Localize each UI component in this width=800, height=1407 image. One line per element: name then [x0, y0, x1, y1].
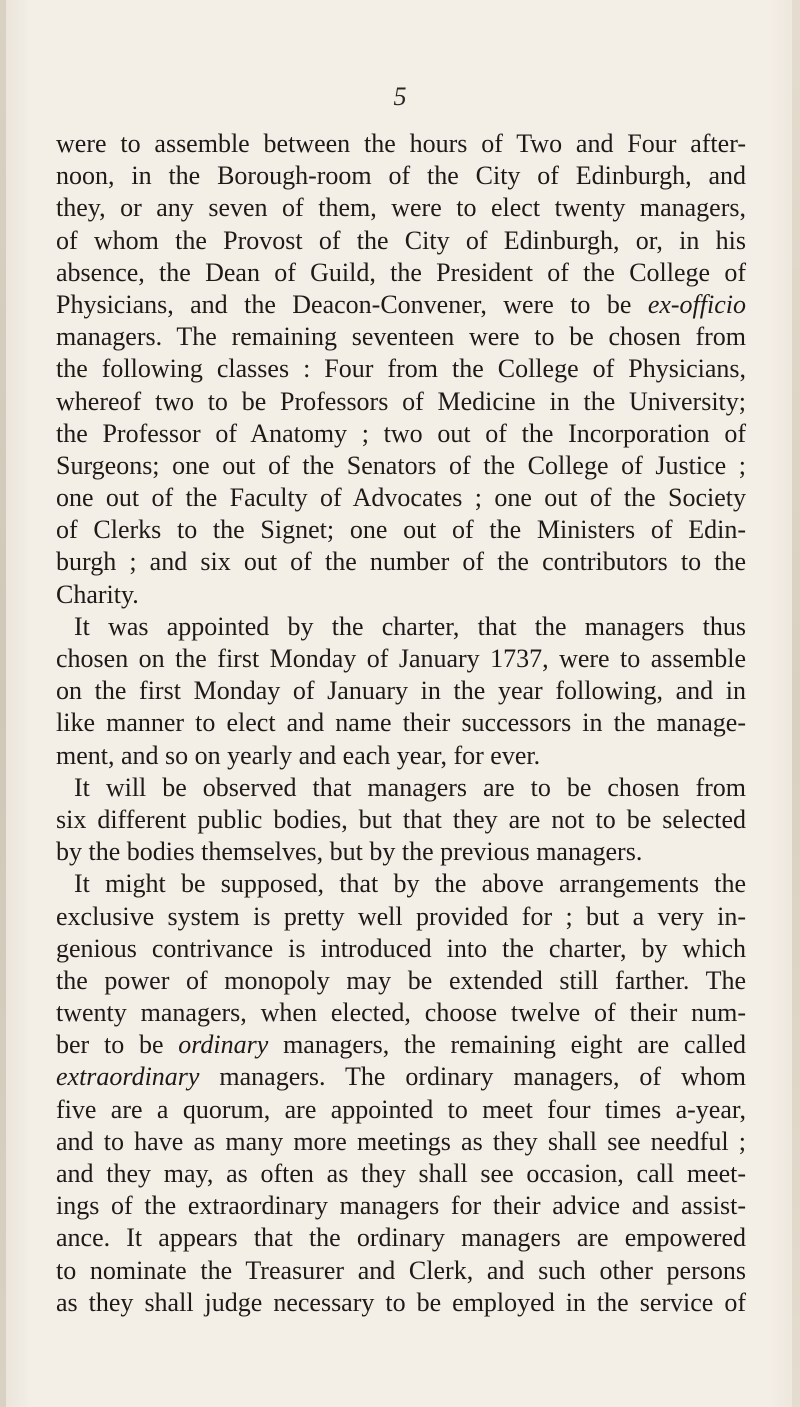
text-line: six different public bodies, but that they are not to be selected: [56, 804, 746, 834]
text-line: as they shall judge necessary to be employed in the service of: [56, 1287, 746, 1317]
text-line: chosen on the first Monday of January 1737, were to assemble: [56, 644, 746, 673]
text-line: the Professor of Anatomy ; two out of the Incorporation of: [56, 418, 746, 448]
page-left-edge: [0, 0, 6, 1407]
text-line: the following classes : Four from the College of Physicians,: [56, 354, 746, 384]
text-line: and to have as many more meetings as they shall see needful ;: [56, 1126, 746, 1156]
text-segment: managers. The ordinary managers, of whom: [199, 1062, 746, 1092]
text-line: they, or any seven of them, were to elect twenty managers,: [56, 193, 746, 223]
text-line: managers. The remaining seventeen were to be chosen from: [56, 322, 746, 352]
text-line: ings of the extraordinary managers for their advice and assist-: [56, 1191, 746, 1221]
text-line: Surgeons; one out of the Senators of the College of Justice ;: [56, 450, 746, 480]
text-line: one out of the Faculty of Advocates ; one out of the Society: [56, 483, 746, 513]
text-line: ance. It appears that the ordinary managers are empowered: [56, 1223, 746, 1253]
text-line: on the first Monday of January in the year following, and in: [56, 676, 746, 706]
text-line: exclusive system is pretty well provided for ; but a very in-: [56, 901, 746, 931]
text-line: to nominate the Treasurer and Clerk, and such other persons: [56, 1255, 746, 1285]
text-line: It will be observed that managers are to be chosen from: [74, 772, 746, 802]
text-line: burgh ; and six out of the number of the contributors to the: [56, 547, 746, 577]
body-text: [56, 128, 746, 1319]
text-line: were to assemble between the hours of Two and Four after-: [56, 129, 746, 158]
text-segment: managers, the remaining eight are called: [268, 1030, 746, 1060]
text-line: Charity.: [56, 579, 139, 609]
text-line: whereof two to be Professors of Medicine in the University;: [56, 386, 746, 416]
text-line: by the bodies themselves, but by the previous managers.: [56, 837, 643, 867]
text-line: It was appointed by the charter, that the managers thus: [74, 611, 746, 641]
italic-ordinary: ordinary: [178, 1030, 269, 1060]
text-segment: ber to be: [56, 1030, 179, 1060]
page-number: 5: [393, 82, 407, 111]
text-line: the power of monopoly may be extended still farther. The: [56, 965, 746, 995]
text-line: noon, in the Borough-room of the City of Edinburgh, and: [56, 161, 746, 191]
text-line: absence, the Dean of Guild, the President of the College of: [56, 257, 746, 287]
page-right-edge: [792, 0, 800, 1407]
italic-extraordinary: extraordinary: [56, 1062, 200, 1092]
text-line: and they may, as often as they shall see occasion, call meet-: [56, 1159, 746, 1188]
text-line: It might be supposed, that by the above arrangements the: [74, 869, 746, 899]
text-segment: Physicians, and the Deacon-Convener, were to be: [56, 289, 648, 319]
text-line: ment, and so on yearly and each year, for ever.: [56, 740, 541, 770]
text-line-with-italic: [56, 1029, 746, 1061]
text-line-with-italic: [56, 1061, 746, 1093]
text-line: of whom the Provost of the City of Edinburgh, or, in his: [56, 225, 746, 255]
text-line: of Clerks to the Signet; one out of the Ministers of Edin-: [56, 515, 746, 545]
text-line: genious contrivance is introduced into the charter, by which: [56, 933, 746, 963]
text-line: like manner to elect and name their successors in the manage-: [56, 708, 746, 738]
text-line: twenty managers, when elected, choose twelve of their num-: [56, 998, 746, 1028]
italic-ex-officio: ex-officio: [647, 289, 746, 319]
text-line: five are a quorum, are appointed to meet four times a-year,: [56, 1094, 746, 1124]
text-line-with-italic: [56, 289, 746, 321]
